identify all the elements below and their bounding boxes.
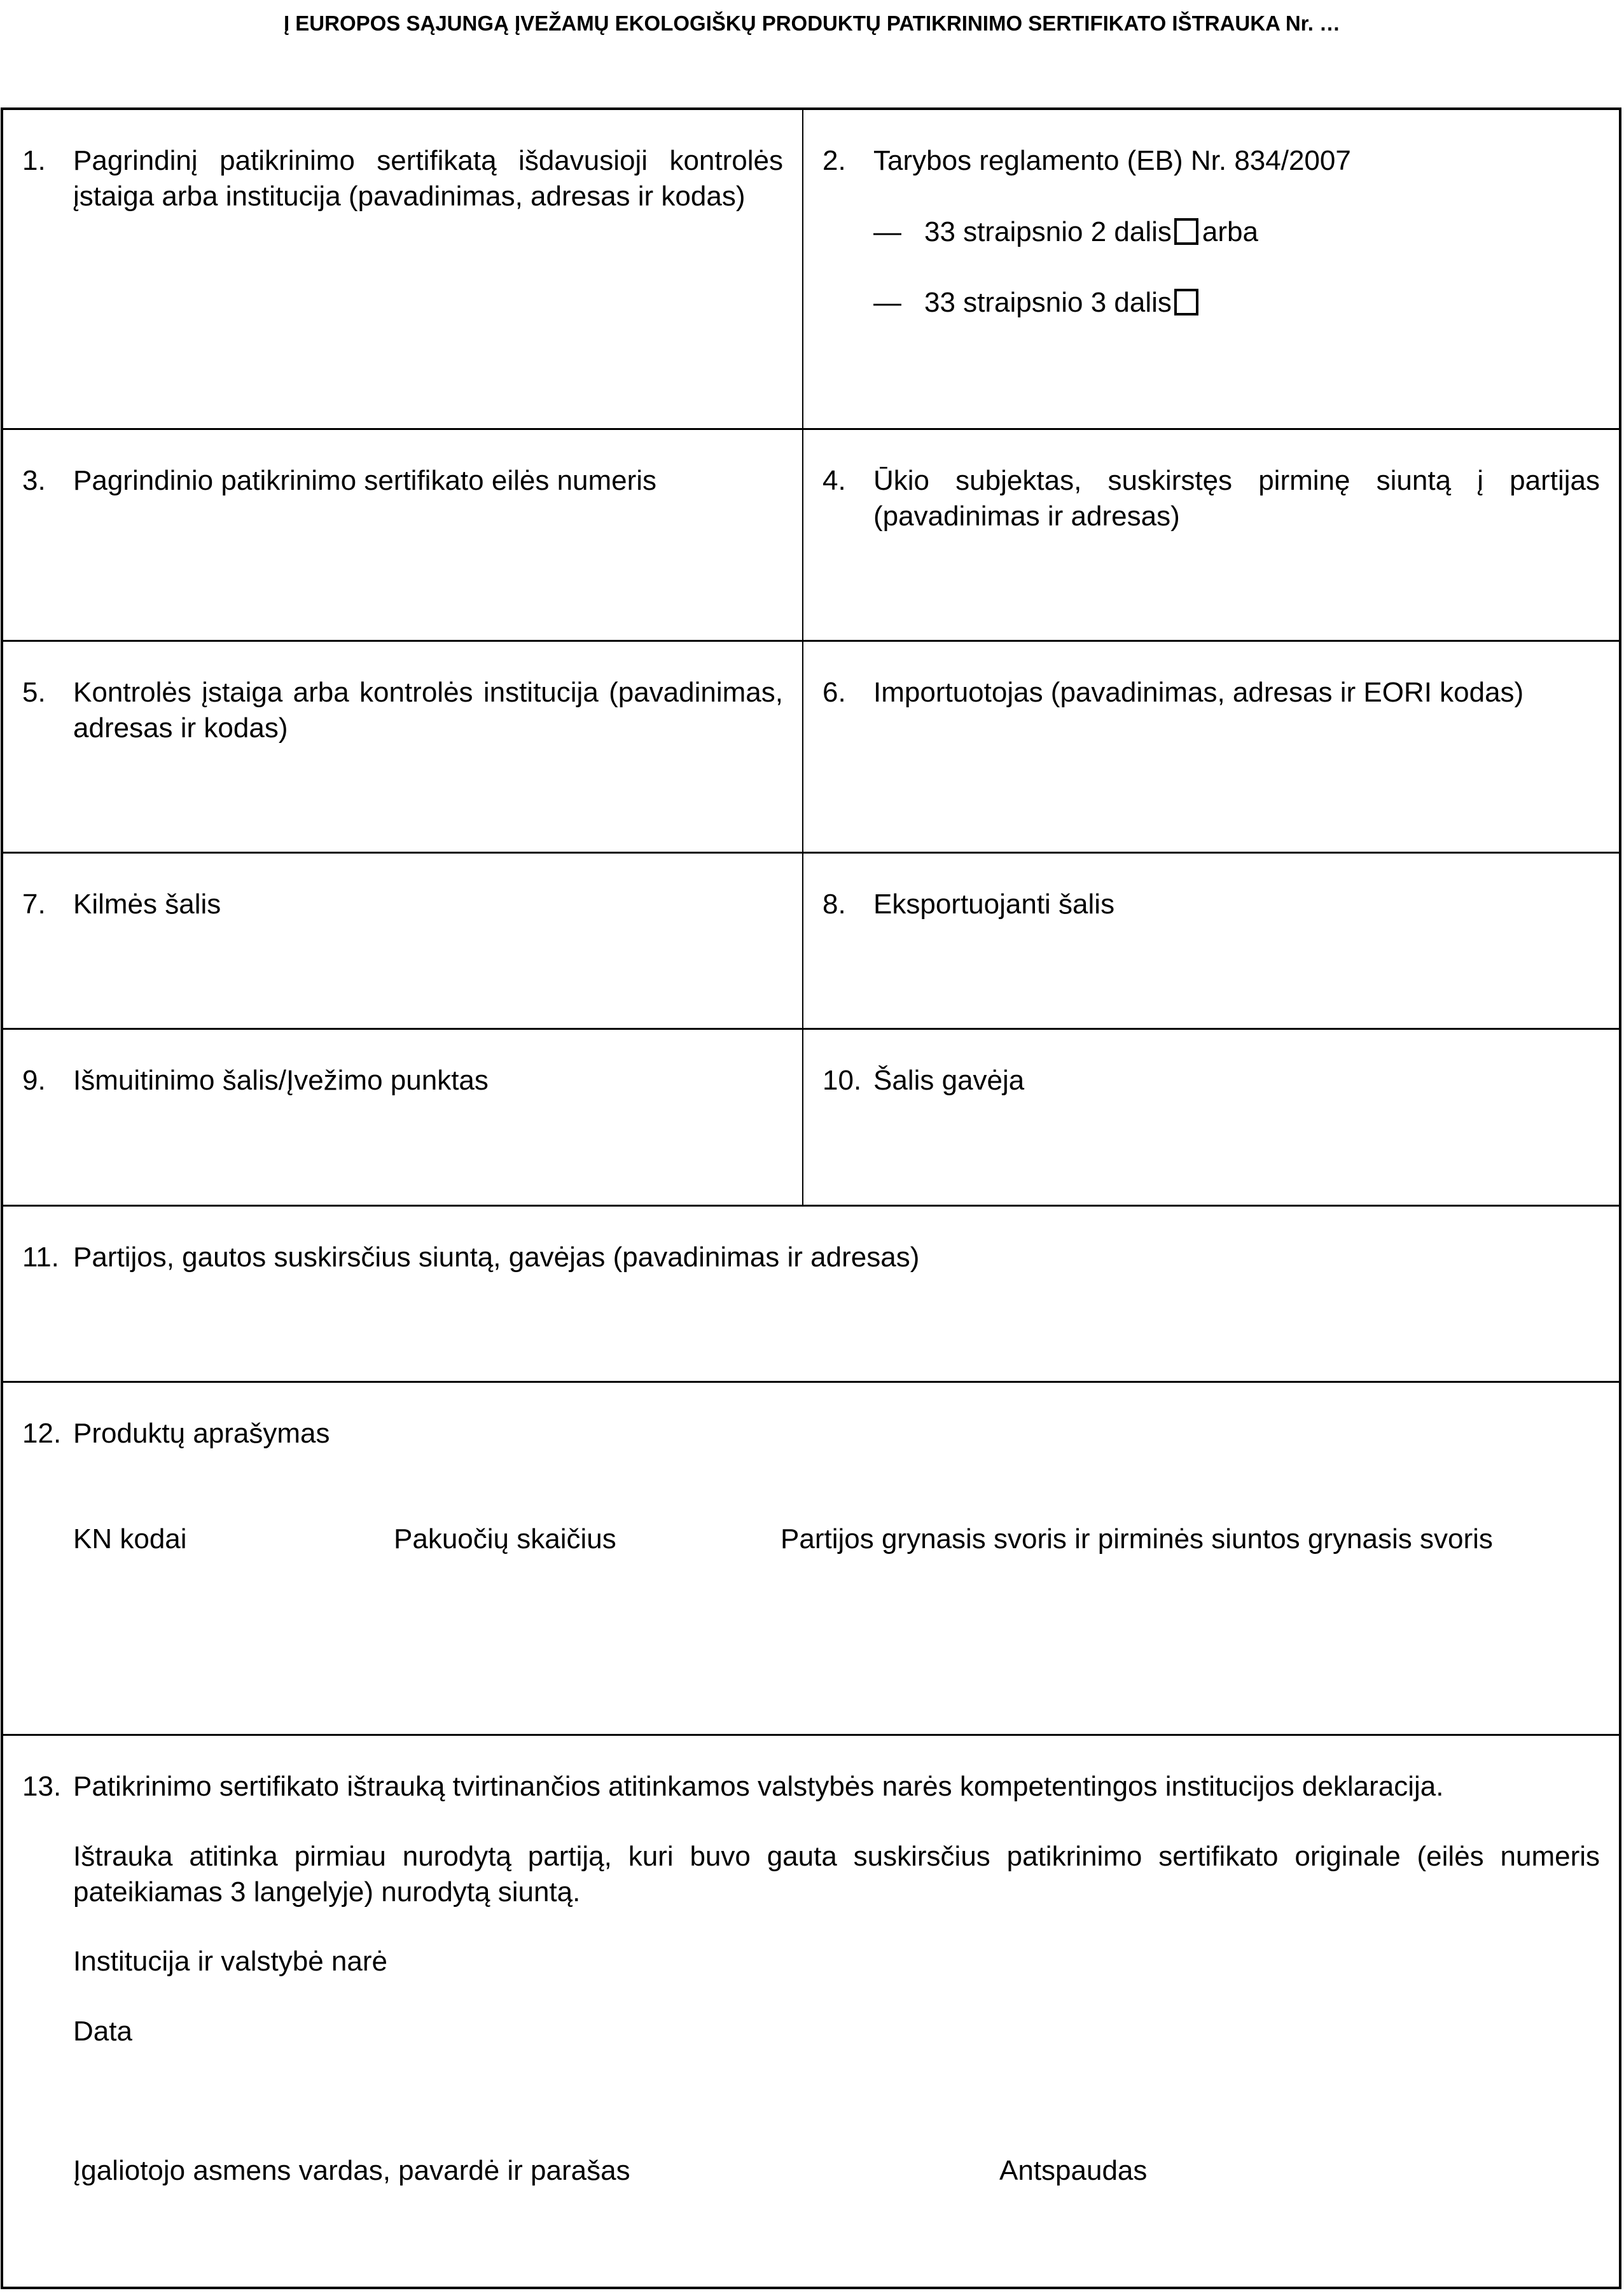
option-article-33-3	[873, 285, 1202, 321]
dash-bullet: —	[873, 287, 901, 318]
box-7[interactable]	[3, 854, 803, 1028]
stamp-label: Antspaudas	[999, 2155, 1148, 2186]
column-net-weight: Partijos grynasis svoris ir pirminės siuntos grynasis svoris	[781, 1523, 1493, 1555]
form-row-4	[3, 852, 1619, 1028]
date-label: Data	[73, 2016, 132, 2047]
option-suffix: arba	[1202, 216, 1258, 247]
document-title: Į EUROPOS SĄJUNGĄ ĮVEŽAMŲ EKOLOGIŠKŲ PRODUKTŲ PATIKRINIMO SERTIFIKATO IŠTRAUKA Nr. …	[283, 11, 1341, 35]
box-9-number: 9.	[22, 1065, 46, 1096]
option-label: 33 straipsnio 3 dalis	[924, 287, 1172, 318]
box-9-label: Išmuitinimo šalis/Įvežimo punktas	[73, 1065, 489, 1096]
box-3-number: 3.	[22, 465, 46, 496]
form-row-1	[3, 110, 1619, 428]
box-2-label: Tarybos reglamento (EB) Nr. 834/2007	[873, 145, 1351, 176]
box-6-number: 6.	[822, 677, 846, 708]
option-article-33-2	[873, 214, 1258, 250]
box-1[interactable]	[3, 110, 803, 428]
box-7-label: Kilmės šalis	[73, 889, 221, 920]
box-6[interactable]	[803, 642, 1619, 852]
box-5-label: Kontrolės įstaiga arba kontrolės institucija (pavadinimas, adresas ir kodas)	[73, 677, 783, 744]
box-4-label: Ūkio subjektas, suskirstęs pirminę siuntą į partijas (pavadinimas ir adresas)	[873, 465, 1600, 532]
box-7-number: 7.	[22, 889, 46, 920]
box-8-label: Eksportuojanti šalis	[873, 889, 1115, 920]
box-13-label: Patikrinimo sertifikato ištrauką tvirtinančios atitinkamos valstybės narės kompetentingos institucijos deklaracija.	[73, 1771, 1444, 1802]
box-8-number: 8.	[822, 889, 846, 920]
box-11-label: Partijos, gautos suskirsčius siuntą, gavėjas (pavadinimas ir adresas)	[73, 1242, 920, 1273]
option-label: 33 straipsnio 2 dalis	[924, 216, 1172, 247]
form-row-7	[3, 1381, 1619, 1734]
form-row-2	[3, 428, 1619, 640]
box-1-label: Pagrindinį patikrinimo sertifikatą išdavusioji kontrolės įstaiga arba institucija (pavadinimas, adresas ir kodas)	[73, 145, 783, 212]
certificate-form	[1, 107, 1621, 2289]
box-10-label: Šalis gavėja	[873, 1065, 1025, 1096]
box-3-label: Pagrindinio patikrinimo sertifikato eilės numeris	[73, 465, 657, 496]
form-row-5	[3, 1028, 1619, 1205]
box-13[interactable]	[3, 1736, 1619, 2292]
box-2-number: 2.	[822, 145, 846, 176]
form-row-3	[3, 640, 1619, 852]
box-4[interactable]	[803, 430, 1619, 640]
box-10[interactable]	[803, 1030, 1619, 1205]
box-8[interactable]	[803, 854, 1619, 1028]
box-11[interactable]	[3, 1207, 1619, 1381]
box-5[interactable]	[3, 642, 803, 852]
box-11-number: 11.	[22, 1242, 59, 1273]
box-13-number: 13.	[22, 1771, 62, 1802]
dash-bullet: —	[873, 216, 901, 247]
box-1-number: 1.	[22, 145, 46, 176]
checkbox-article-33-3[interactable]	[1174, 289, 1198, 315]
declaration-statement: Ištrauka atitinka pirmiau nurodytą partiją, kuri buvo gauta suskirsčius patikrinimo sertifikato originale (eilės numeris pateikiamas 3 langelyje) nurodytą siuntą.	[73, 1841, 1600, 1908]
box-12-label: Produktų aprašymas	[73, 1418, 330, 1449]
box-6-label: Importuotojas (pavadinimas, adresas ir EORI kodas)	[873, 677, 1524, 708]
signatory-label: Įgaliotojo asmens vardas, pavardė ir parašas	[73, 2155, 630, 2186]
box-9[interactable]	[3, 1030, 803, 1205]
box-3[interactable]	[3, 430, 803, 640]
column-cn-codes: KN kodai	[73, 1523, 187, 1555]
checkbox-article-33-2[interactable]	[1174, 218, 1198, 245]
column-package-count: Pakuočių skaičius	[394, 1523, 616, 1555]
box-12[interactable]	[3, 1383, 1619, 1734]
institution-label: Institucija ir valstybė narė	[73, 1946, 387, 1977]
form-row-8	[3, 1734, 1619, 2292]
box-12-number: 12.	[22, 1418, 62, 1449]
box-5-number: 5.	[22, 677, 46, 708]
box-4-number: 4.	[822, 465, 846, 496]
box-10-number: 10.	[822, 1065, 862, 1096]
form-row-6	[3, 1205, 1619, 1381]
box-2	[803, 110, 1619, 428]
